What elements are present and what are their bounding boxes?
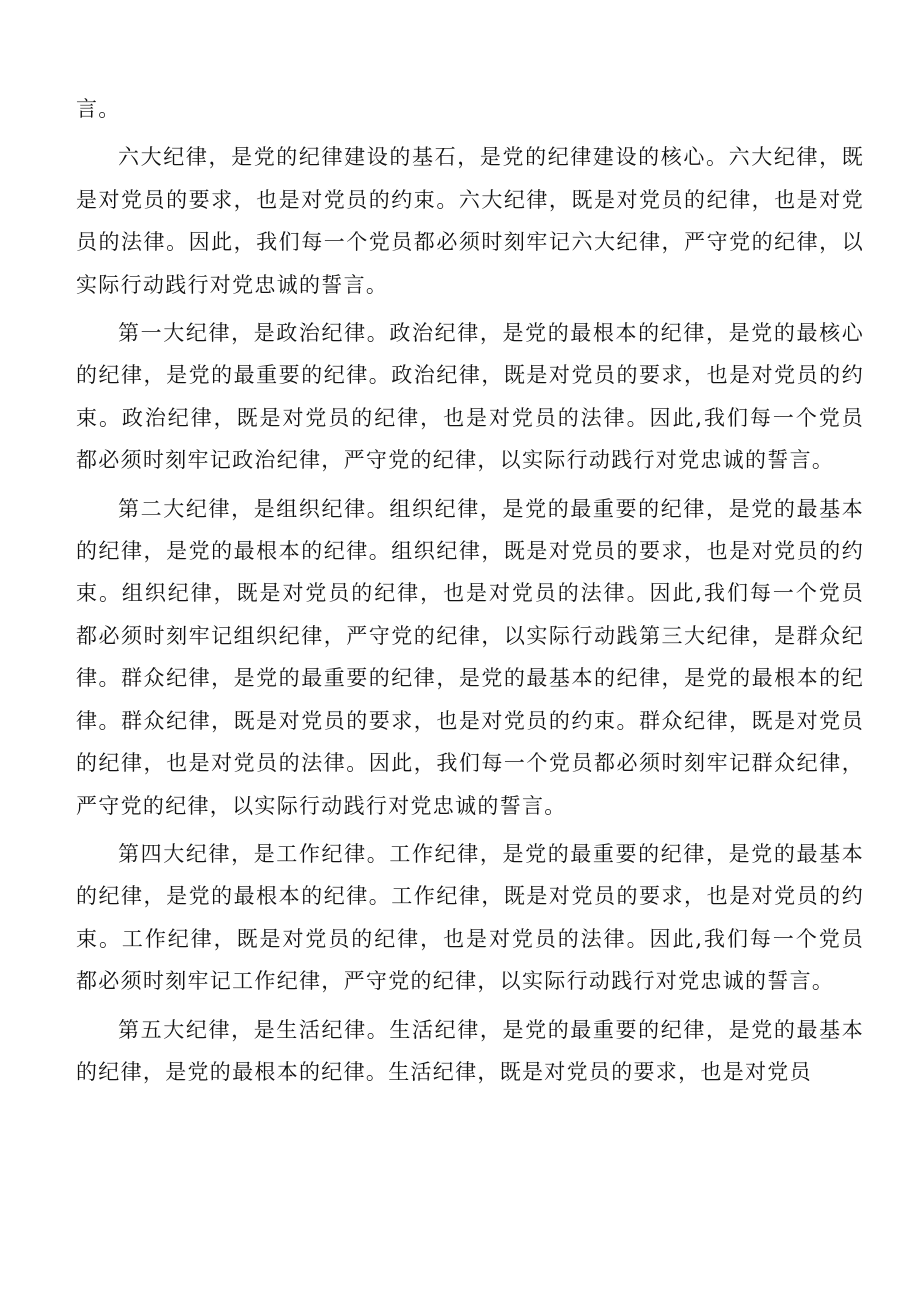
paragraph-political-discipline: 第一大纪律，是政治纪律。政治纪律，是党的最根本的纪律，是党的最核心的纪律，是党的最重要的纪律。政治纪律，既是对党员的要求，也是对党员的约束。政治纪律，既是对党员的纪律，也是对党员的法律。因此,我们每一个党员都必须时刻牢记政治纪律，严守党的纪律，以实际行动践行对党忠诚的誓言。 (76, 321, 864, 473)
paragraph-work-discipline: 第四大纪律，是工作纪律。工作纪律，是党的最重要的纪律，是党的最基本的纪律，是党的最根本的纪律。工作纪律，既是对党员的要求，也是对党员的约束。工作纪律，既是对党员的纪律，也是对党员的法律。因此,我们每一个党员都必须时刻牢记工作纪律，严守党的纪律，以实际行动践行对党忠诚的誓言。 (76, 841, 864, 994)
paragraph-continuation: 言。 (76, 97, 121, 121)
paragraph-six-disciplines: 六大纪律，是党的纪律建设的基石，是党的纪律建设的核心。六大纪律，既是对党员的要求，也是对党员的约束。六大纪律，既是对党员的纪律，也是对党员的法律。因此，我们每一个党员都必须时刻牢记六大纪律，严守党的纪律，以实际行动践行对党忠诚的誓言。 (76, 145, 864, 297)
paragraph-life-discipline: 第五大纪律，是生活纪律。生活纪律，是党的最重要的纪律，是党的最基本的纪律，是党的最根本的纪律。生活纪律，既是对党员的要求，也是对党员 (76, 1017, 864, 1084)
paragraph-organizational-discipline: 第二大纪律，是组织纪律。组织纪律，是党的最重要的纪律，是党的最基本的纪律，是党的最根本的纪律。组织纪律，既是对党员的要求，也是对党员的约束。组织纪律，既是对党员的纪律，也是对党员的法律。因此,我们每一个党员都必须时刻牢记组织纪律，严守党的纪律，以实际行动践第三大纪律，是群众纪律。群众纪律，是党的最重要的纪律，是党的最基本的纪律，是党的最根本的纪律。群众纪律，既是对党员的要求，也是对党员的约束。群众纪律，既是对党员的纪律，也是对党员的法律。因此，我们每一个党员都必须时刻牢记群众纪律，严守党的纪律，以实际行动践行对党忠诚的誓言。 (76, 496, 864, 818)
document-body (76, 88, 864, 1099)
